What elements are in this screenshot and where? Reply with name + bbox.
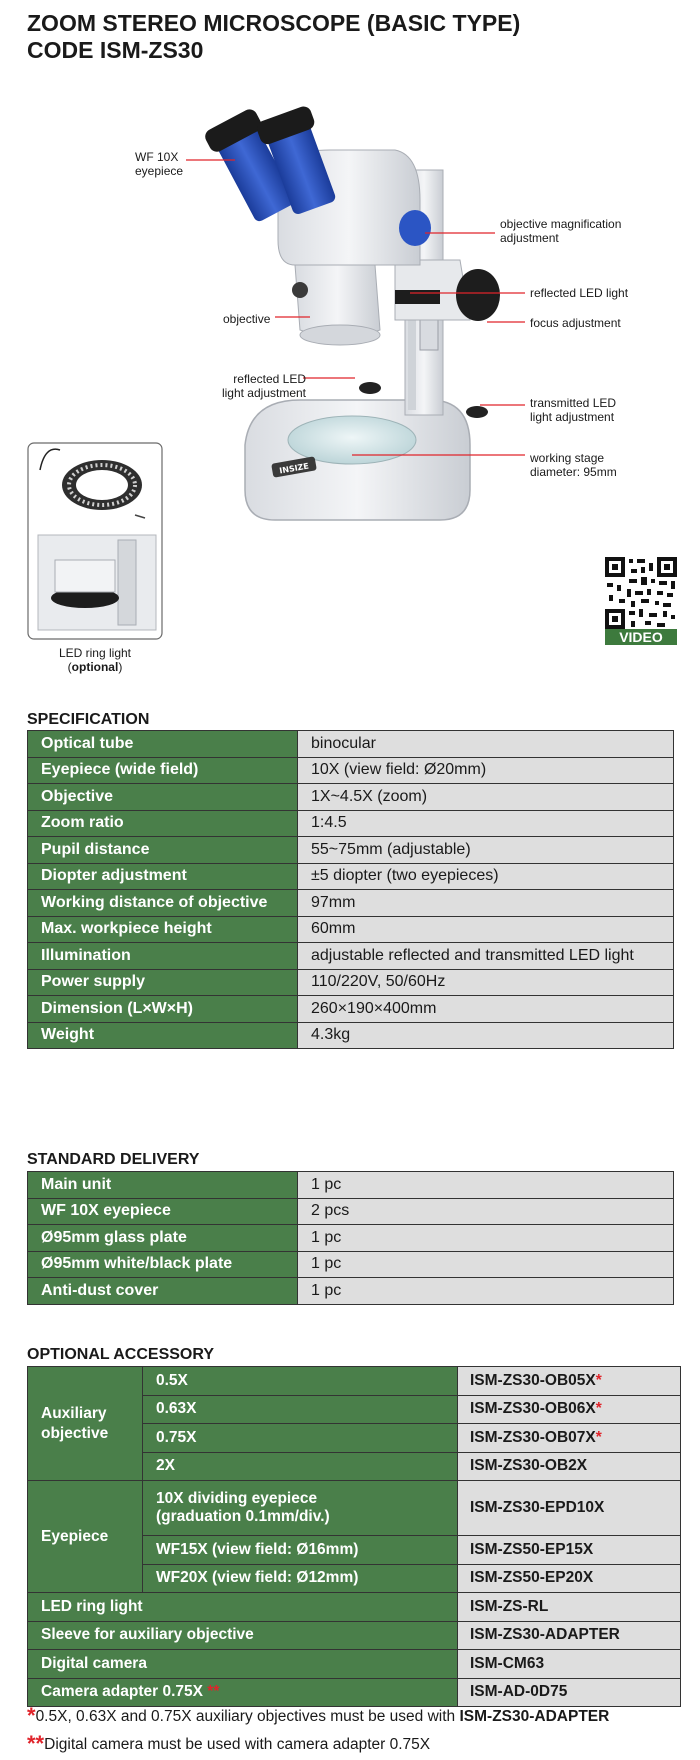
aux-code: ISM-ZS30-OB2X [470,1457,588,1475]
spec-row-key: Dimension (L×W×H) [28,996,298,1023]
spec-row-key: Max. workpiece height [28,916,298,943]
footnote-1-mark: * [27,1703,36,1728]
spec-row-value: 1X~4.5X (zoom) [298,784,674,811]
aux-code-cell [458,1424,681,1453]
spec-row-value: 55~75mm (adjustable) [298,837,674,864]
spec-row-key: Weight [28,1022,298,1049]
aux-code: ISM-ZS30-OB05X [470,1371,596,1389]
delivery-row [28,1172,674,1199]
eyepiece-item: WF20X (view field: Ø12mm) [143,1564,458,1593]
spec-row [28,943,674,970]
spec-row-value: 260×190×400mm [298,996,674,1023]
callout-objective: objective [223,312,271,326]
spec-row-key: Optical tube [28,731,298,758]
footnote-1-text: 0.5X, 0.63X and 0.75X auxiliary objectives must be used with [35,1708,460,1725]
spec-row [28,969,674,996]
aux-code-cell [458,1452,681,1481]
delivery-row [28,1225,674,1252]
spec-row-value: ±5 diopter (two eyepieces) [298,863,674,890]
callout-reflected-led: reflected LED light [530,286,629,300]
delivery-row [28,1198,674,1225]
delivery-row-key: Ø95mm glass plate [28,1225,298,1252]
other-code: ISM-ZS-RL [458,1593,681,1622]
footnote-2 [27,1731,430,1757]
qr-code [605,557,677,645]
other-item: LED ring light [28,1593,458,1622]
led-ring-caption-suffix: ) [118,660,123,674]
other-code: ISM-AD-0D75 [458,1678,681,1707]
eyepiece-code: ISM-ZS50-EP15X [458,1536,681,1565]
led-ring-caption-optional: optional [71,660,119,674]
microscope-figure [0,0,700,690]
spec-row [28,731,674,758]
spec-row [28,863,674,890]
spec-row-key: Illumination [28,943,298,970]
delivery-row [28,1278,674,1305]
delivery-row-key: Ø95mm white/black plate [28,1251,298,1278]
brand-logo: INSIZE [278,461,310,476]
delivery-row-key: Main unit [28,1172,298,1199]
asterisk-mark: * [595,1428,602,1446]
callout-objective-magnification: objective magnification adjustment [500,217,622,245]
delivery-row [28,1251,674,1278]
spec-row-value: 97mm [298,890,674,917]
other-code: ISM-CM63 [458,1650,681,1679]
spec-row-key: Working distance of objective [28,890,298,917]
delivery-row-value: 1 pc [298,1251,674,1278]
table-row [28,1481,681,1536]
led-ring-caption [40,646,150,674]
other-item: Sleeve for auxiliary objective [28,1621,458,1650]
callout-reflected-led-adjustment: reflected LED light adjustment [221,372,306,400]
title-line-1: ZOOM STEREO MICROSCOPE (BASIC TYPE) [27,10,521,36]
asterisk-mark: * [595,1400,602,1418]
eyepiece-group-cell: Eyepiece [28,1481,143,1593]
aux-code: ISM-ZS30-OB06X [470,1400,596,1418]
spec-row-value: 60mm [298,916,674,943]
spec-row-key: Power supply [28,969,298,996]
spec-row-value: adjustable reflected and transmitted LED light [298,943,674,970]
table-row [28,1621,681,1650]
callout-transmitted-led: transmitted LED light adjustment [530,396,617,424]
optional-accessory-table [27,1366,681,1707]
other-item: Digital camera [28,1650,458,1679]
specification-table [27,730,674,1049]
footnote-1 [27,1703,609,1729]
double-asterisk-mark: ** [207,1683,220,1701]
aux-group-cell: Auxiliary objective [28,1367,143,1481]
callout-focus-adjustment: focus adjustment [530,316,621,330]
aux-code-cell [458,1367,681,1396]
spec-row [28,1022,674,1049]
aux-item: 0.63X [143,1395,458,1424]
title-line-2: CODE ISM-ZS30 [27,37,204,63]
spec-row [28,784,674,811]
delivery-row-value: 2 pcs [298,1198,674,1225]
callout-eyepiece: WF 10X eyepiece [135,150,184,178]
delivery-row-value: 1 pc [298,1278,674,1305]
footnote-2-mark: ** [27,1731,45,1756]
standard-delivery-heading: STANDARD DELIVERY [27,1151,200,1168]
eyepiece-code: ISM-ZS30-EPD10X [458,1481,681,1536]
aux-item: 2X [143,1452,458,1481]
spec-row-value: 10X (view field: Ø20mm) [298,757,674,784]
footnote-2-text: Digital camera must be used with camera adapter 0.75X [44,1736,431,1753]
delivery-row-key: Anti-dust cover [28,1278,298,1305]
other-item: Camera adapter 0.75X [41,1683,203,1701]
spec-row [28,916,674,943]
spec-row [28,837,674,864]
spec-row [28,810,674,837]
aux-code: ISM-ZS30-OB07X [470,1428,596,1446]
aux-code-cell [458,1395,681,1424]
aux-item: 0.5X [143,1367,458,1396]
asterisk-mark: * [595,1371,602,1389]
led-ring-caption-prefix: LED ring light ( [58,646,132,674]
spec-row-value: binocular [298,731,674,758]
table-row [28,1650,681,1679]
other-code: ISM-ZS30-ADAPTER [458,1621,681,1650]
delivery-row-value: 1 pc [298,1172,674,1199]
standard-delivery-table [27,1171,674,1305]
eyepiece-item: 10X dividing eyepiece (graduation 0.1mm/div.) [143,1481,458,1536]
callout-working-stage: working stage diameter: 95mm [530,451,617,479]
specification-heading: SPECIFICATION [27,711,150,728]
spec-row [28,996,674,1023]
eyepiece-item: WF15X (view field: Ø16mm) [143,1536,458,1565]
spec-row [28,757,674,784]
delivery-row-key: WF 10X eyepiece [28,1198,298,1225]
delivery-row-value: 1 pc [298,1225,674,1252]
eyepiece-code: ISM-ZS50-EP20X [458,1564,681,1593]
spec-row-key: Objective [28,784,298,811]
spec-row-key: Diopter adjustment [28,863,298,890]
spec-row-value: 4.3kg [298,1022,674,1049]
optional-accessory-heading: OPTIONAL ACCESSORY [27,1346,214,1363]
table-row [28,1593,681,1622]
footnote-1-code: ISM-ZS30-ADAPTER [459,1708,610,1725]
spec-row-key: Eyepiece (wide field) [28,757,298,784]
spec-row [28,890,674,917]
aux-item: 0.75X [143,1424,458,1453]
spec-row-value: 1:4.5 [298,810,674,837]
spec-row-value: 110/220V, 50/60Hz [298,969,674,996]
video-label: VIDEO [619,629,663,645]
spec-row-key: Zoom ratio [28,810,298,837]
table-row [28,1367,681,1396]
spec-row-key: Pupil distance [28,837,298,864]
